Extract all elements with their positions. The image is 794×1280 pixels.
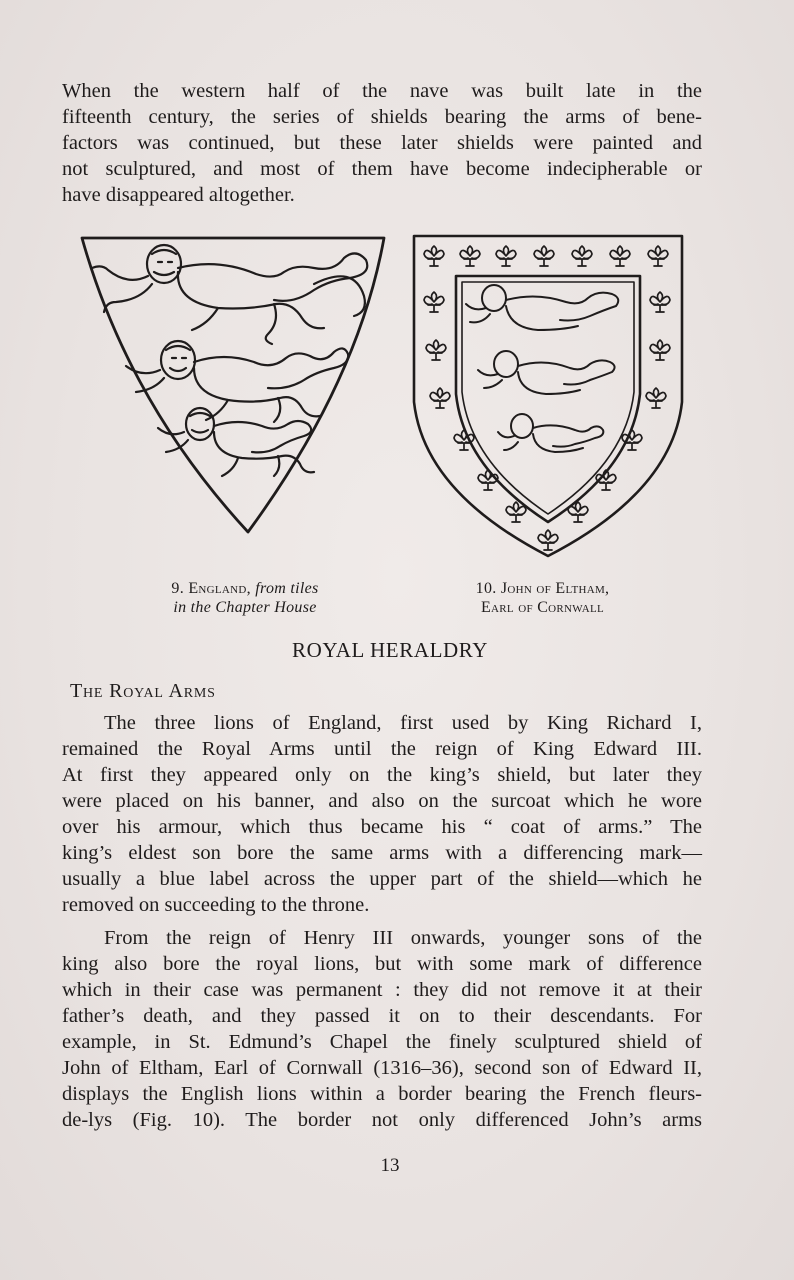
text-line: not sculptured, and most of them have become indecipherable or bbox=[62, 158, 702, 180]
text-line: usually a blue label across the upper part of the shield—which he bbox=[62, 868, 702, 890]
text-line: king also bore the royal lions, but with some mark of difference bbox=[62, 953, 702, 975]
text-line: John of Eltham, Earl of Cornwall (1316–36), second son of Edward II, bbox=[62, 1057, 702, 1079]
text-line: The three lions of England, first used by King Richard I, bbox=[104, 712, 702, 734]
figure-detail: from tiles bbox=[255, 580, 319, 597]
text-line: fifteenth century, the series of shields bearing the arms of bene- bbox=[62, 106, 702, 128]
figure-9-caption bbox=[120, 579, 370, 617]
body-paragraph-2 bbox=[62, 925, 702, 1133]
figure-title: John of Eltham, bbox=[500, 580, 610, 597]
intro-paragraph bbox=[62, 78, 702, 208]
text-line: were placed on his banner, and also on the surcoat which he wore bbox=[62, 790, 702, 812]
lion-passant-3 bbox=[158, 408, 314, 476]
text-line: over his armour, which thus became his “ coat of arms.” The bbox=[62, 816, 702, 838]
figure-title: England, bbox=[188, 580, 251, 597]
body-paragraph-1 bbox=[62, 710, 702, 918]
text-line: factors was continued, but these later shields were painted and bbox=[62, 132, 702, 154]
text-line: displays the English lions within a border bearing the French fleurs- bbox=[62, 1083, 702, 1105]
text-line: have disappeared altogether. bbox=[62, 184, 295, 206]
lion-passant-2 bbox=[126, 341, 348, 422]
text-line: removed on succeeding to the throne. bbox=[62, 894, 370, 916]
text-line: At first they appeared only on the king’s shield, but later they bbox=[62, 764, 702, 786]
subheading: The Royal Arms bbox=[70, 680, 216, 702]
text-line: father’s death, and they passed it on to their descendants. For bbox=[62, 1005, 702, 1027]
figure-detail: in the Chapter House bbox=[173, 599, 317, 616]
text-line: de-lys (Fig. 10). The border not only differenced John’s arms bbox=[62, 1109, 702, 1131]
figure-10-caption bbox=[420, 579, 665, 617]
text-line: remained the Royal Arms until the reign of King Edward III. bbox=[62, 738, 702, 760]
text-line: king’s eldest son bore the same arms with a differencing mark— bbox=[62, 842, 702, 864]
john-of-eltham-shield-illustration bbox=[410, 232, 686, 562]
text-line: example, in St. Edmund’s Chapel the finely sculptured shield of bbox=[62, 1031, 702, 1053]
section-heading: ROYAL HERALDRY bbox=[291, 638, 489, 662]
figure-number: 9. bbox=[171, 580, 185, 597]
lions-within-bordure bbox=[466, 285, 618, 452]
text-line: which in their case was permanent : they did not remove it at their bbox=[62, 979, 702, 1001]
figure-title-line-2: Earl of Cornwall bbox=[480, 599, 605, 616]
page-number: 13 bbox=[380, 1155, 400, 1176]
text-line: From the reign of Henry III onwards, younger sons of the bbox=[104, 927, 702, 949]
lion-passant-1 bbox=[92, 245, 367, 344]
figure-number: 10. bbox=[475, 580, 497, 597]
england-shield-illustration bbox=[78, 232, 388, 542]
text-line: When the western half of the nave was built late in the bbox=[62, 80, 702, 102]
